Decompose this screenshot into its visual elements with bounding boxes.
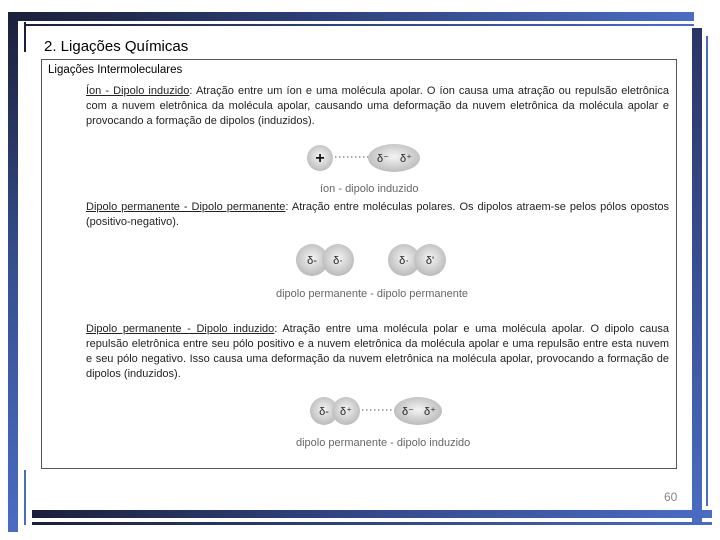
frame-top-bar bbox=[8, 12, 694, 21]
page-number: 60 bbox=[664, 490, 678, 504]
description-permanent-induced: : Atração entre uma molécula polar e uma molécula apolar. O dipolo causa repulsão eletrônica entre seu pólo positivo e a nuvem eletrônica da molécula apolar e uma repulsão entre esta nuvem e seu pólo negativo. Isso causa uma deformação da nuvem eletrônica na molécula apolar, provocando a formação de dipolos (induzidos). bbox=[86, 323, 669, 380]
dipole1-label-b: δ· bbox=[333, 255, 343, 267]
section-permanent-induced bbox=[86, 322, 669, 382]
frame-left-line bbox=[24, 22, 26, 52]
frame-right-bar bbox=[692, 28, 702, 524]
permanent-permanent-diagram bbox=[292, 236, 452, 282]
term-permanent-induced: Dipolo permanente - Dipolo induzido bbox=[86, 323, 275, 335]
frame-left-bar bbox=[8, 12, 18, 532]
delta-negative-label: δ⁻ bbox=[377, 153, 389, 165]
delta-positive-label: δ⁺ bbox=[400, 153, 412, 165]
term-permanent-permanent: Dipolo permanente - Dipolo permanente bbox=[86, 201, 286, 213]
section-heading: Ligações Intermoleculares bbox=[48, 64, 183, 76]
frame-bottom-line bbox=[32, 522, 712, 525]
frame-bottom-bar bbox=[32, 510, 712, 518]
frame-left-line-bottom bbox=[24, 470, 26, 525]
section-permanent-permanent bbox=[86, 200, 669, 230]
dipole2-label-c: δ· bbox=[399, 255, 409, 267]
term-ion-induced-dipole: Íon - Dipolo induzido bbox=[86, 85, 190, 97]
caption-ion-induced-dipole: íon - dipolo induzido bbox=[320, 183, 419, 195]
polar-label-a: δ- bbox=[319, 406, 329, 418]
description-permanent-permanent: : Atração entre moléculas polares. Os dipolos atraem-se pelos pólos opostos (positivo-negativo). bbox=[86, 201, 669, 228]
frame-top-line bbox=[26, 24, 694, 26]
ion-symbol: + bbox=[315, 150, 325, 167]
polar-label-b: δ⁺ bbox=[340, 406, 352, 418]
ion-induced-dipole-diagram bbox=[300, 140, 430, 180]
dipole1-label-a: δ- bbox=[307, 255, 317, 267]
section-ion-induced-dipole bbox=[86, 84, 669, 129]
description-ion-induced-dipole: : Atração entre um íon e uma molécula apolar. O íon causa uma atração ou repulsão eletrônica com a nuvem eletrônica da molécula apolar, causando uma deformação da nuvem eletrônica da molécula apolar e provocando a formação de dipolos (induzidos). bbox=[86, 85, 669, 127]
frame-right-line bbox=[706, 36, 708, 506]
induced-label-c: δ⁻ bbox=[402, 406, 414, 418]
induced-dipole-cloud bbox=[368, 144, 420, 172]
permanent-induced-diagram bbox=[304, 390, 454, 432]
caption-permanent-permanent: dipolo permanente - dipolo permanente bbox=[276, 288, 469, 300]
dipole2-label-d: δ' bbox=[425, 255, 435, 267]
induced-label-d: δ⁺ bbox=[424, 406, 436, 418]
caption-permanent-induced: dipolo permanente - dipolo induzido bbox=[296, 437, 471, 449]
slide-title: 2. Ligações Químicas bbox=[44, 38, 189, 55]
